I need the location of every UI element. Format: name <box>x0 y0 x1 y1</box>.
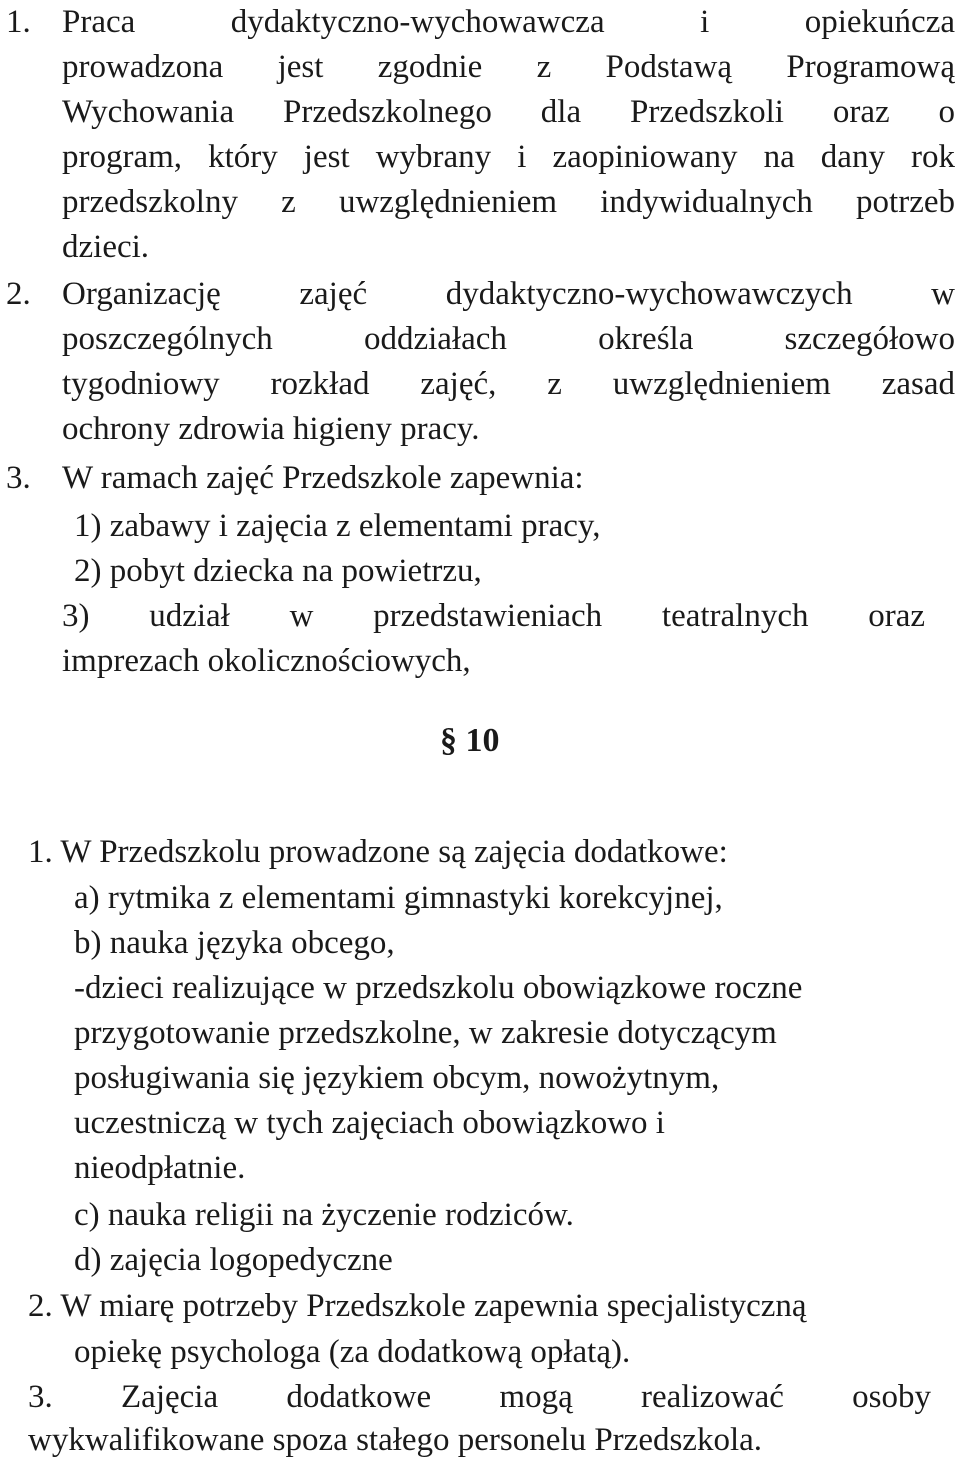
s2-item3-line-1: 3. Zajęcia dodatkowe mogą realizować osoby <box>28 1379 931 1415</box>
item2-line-1: Organizację zajęć dydaktyczno-wychowawczych w <box>62 276 955 312</box>
s2-item1-c: c) nauka religii na życzenie rodziców. <box>74 1197 574 1233</box>
item1-line-4: program, który jest wybrany i zaopiniowany na dany rok <box>62 139 955 175</box>
item2-line-3: tygodniowy rozkład zajęć, z uwzględnieniem zasad <box>62 366 955 402</box>
s2-item1-a: a) rytmika z elementami gimnastyki korekcyjnej, <box>74 880 723 916</box>
item1-line-6: dzieci. <box>62 229 150 265</box>
s2-item1-note-4: uczestniczą w tych zajęciach obowiązkowo i <box>74 1105 665 1141</box>
item-number-1: 1. <box>6 4 31 40</box>
s2-item1-note-1: -dzieci realizujące w przedszkolu obowiązkowe roczne <box>74 970 803 1006</box>
item1-line-3: Wychowania Przedszkolnego dla Przedszkoli oraz o <box>62 94 955 130</box>
item1-line-2: prowadzona jest zgodnie z Podstawą Programową <box>62 49 955 85</box>
item1-line-1: Praca dydaktyczno-wychowawcza i opiekuńcza <box>62 4 955 40</box>
s2-item3-line-2: wykwalifikowane spoza stałego personelu Przedszkola. <box>28 1422 763 1458</box>
item2-line-4: ochrony zdrowia higieny pracy. <box>62 411 480 447</box>
item3-intro: W ramach zajęć Przedszkole zapewnia: <box>62 460 584 496</box>
paragraph-heading: § 10 <box>440 722 500 759</box>
s2-item1-note-5: nieodpłatnie. <box>74 1150 246 1186</box>
item2-line-2: poszczególnych oddziałach określa szczegółowo <box>62 321 955 357</box>
s2-item2-line-1: 2. W miarę potrzeby Przedszkole zapewnia specjalistyczną <box>28 1288 807 1324</box>
item3-sub-3-line-1: 3) udział w przedstawieniach teatralnych oraz <box>62 598 925 634</box>
s2-item1-b: b) nauka języka obcego, <box>74 925 395 961</box>
item-number-2: 2. <box>6 276 31 312</box>
s2-item1-note-3: posługiwania się językiem obcym, nowożytnym, <box>74 1060 720 1096</box>
s2-item1-d: d) zajęcia logopedyczne <box>74 1242 393 1278</box>
item3-sub-2: 2) pobyt dziecka na powietrzu, <box>74 553 482 589</box>
item1-line-5: przedszkolny z uwzględnieniem indywidualnych potrzeb <box>62 184 955 220</box>
item3-sub-3-line-2: imprezach okolicznościowych, <box>62 643 471 679</box>
item-number-3: 3. <box>6 460 31 496</box>
item3-sub-1: 1) zabawy i zajęcia z elementami pracy, <box>74 508 601 544</box>
s2-item1-intro: 1. W Przedszkolu prowadzone są zajęcia dodatkowe: <box>28 834 728 870</box>
s2-item1-note-2: przygotowanie przedszkolne, w zakresie dotyczącym <box>74 1015 777 1051</box>
s2-item2-line-2: opiekę psychologa (za dodatkową opłatą). <box>74 1334 631 1370</box>
